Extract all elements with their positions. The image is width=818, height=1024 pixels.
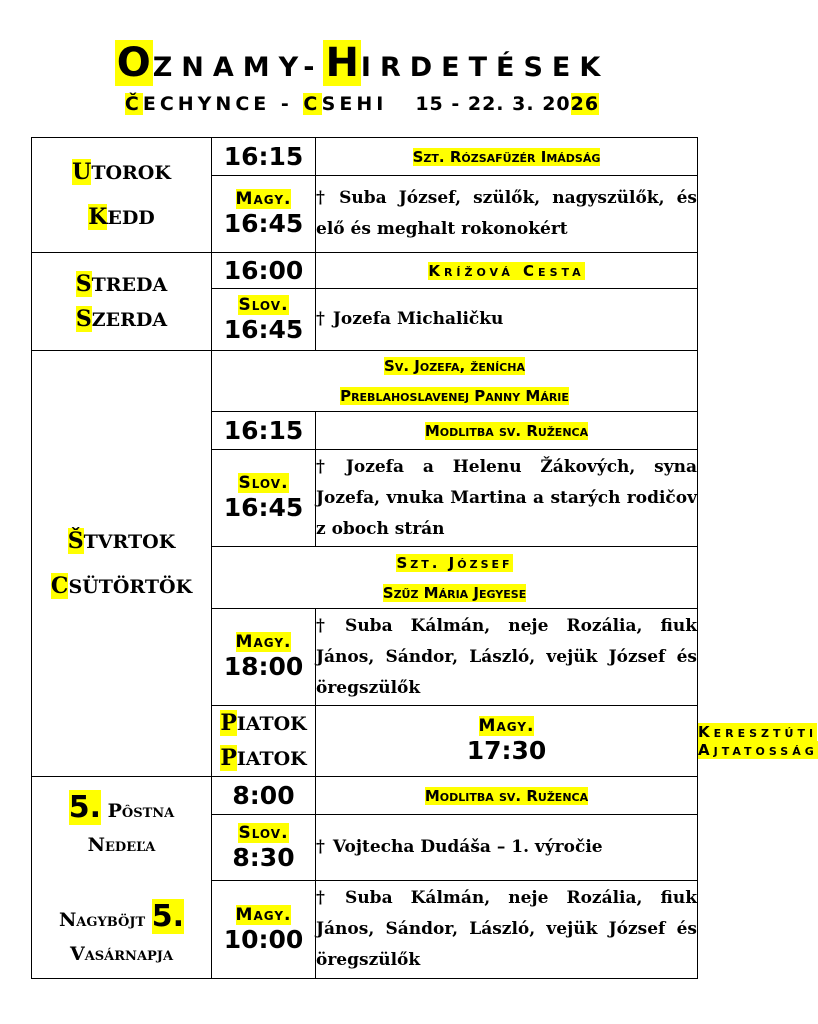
time: 16:45 xyxy=(223,493,304,522)
event-name: Krížová Cesta xyxy=(428,261,585,280)
intention-cell xyxy=(316,176,698,253)
day-initial: U xyxy=(72,159,92,185)
page-subtitle xyxy=(0,93,724,115)
event-name: Modlitba sv. Ruženca xyxy=(424,786,589,805)
date-tail: 26 xyxy=(570,93,600,115)
cross-icon: † xyxy=(316,615,338,636)
subtitle-part-2: SEHI xyxy=(321,93,388,115)
subtitle-initial-1: Č xyxy=(124,93,143,115)
language-label: Slov. xyxy=(238,473,289,493)
feast-title: Szt. József xyxy=(396,553,513,572)
title-part-2: IRDETÉSEK xyxy=(360,52,610,83)
day-wednesday xyxy=(32,253,212,351)
day-initial: C xyxy=(50,572,69,599)
day-name-hu: IATOK xyxy=(236,748,307,770)
sunday-number: 5. xyxy=(151,899,185,934)
time-cell xyxy=(212,777,316,815)
table-row xyxy=(32,253,698,289)
title-initial-h: H xyxy=(325,40,359,86)
event-cell xyxy=(316,138,698,176)
day-initial: P xyxy=(220,710,237,736)
day-name-hu: ZERDA xyxy=(91,308,168,331)
time-cell xyxy=(212,815,316,881)
sunday-number: 5. xyxy=(68,790,101,825)
cross-icon: † xyxy=(316,888,338,908)
event-cell xyxy=(316,412,698,450)
day-initial: K xyxy=(88,204,108,230)
time: 8:00 xyxy=(232,780,295,810)
day-initial: Š xyxy=(67,527,84,554)
intention-cell xyxy=(316,450,698,547)
intention-text: Jozefa a Helenu Žákových, syna Jozefa, vnuka Martina a starých rodičov z oboch strán xyxy=(316,456,697,539)
day-tuesday xyxy=(32,138,212,253)
cross-icon: † xyxy=(316,309,325,329)
event-name: Modlitba sv. Ruženca xyxy=(424,421,589,440)
day-friday xyxy=(212,706,316,777)
cross-icon: † xyxy=(316,837,325,857)
time-cell xyxy=(212,412,316,450)
cross-icon: † xyxy=(316,456,338,477)
day-name-hu: SÜTÖRTÖK xyxy=(68,575,193,598)
intention-cell xyxy=(316,289,698,351)
time-cell xyxy=(212,881,316,979)
intention-cell xyxy=(316,881,698,979)
intention-text: Suba Kálmán, neje Rozália, fiuk János, Sándor, László, vejük József és öregszülők xyxy=(316,615,698,698)
time: 16:45 xyxy=(223,314,304,344)
time: 16:45 xyxy=(223,209,304,238)
feast-cell xyxy=(212,351,698,412)
time-cell xyxy=(212,289,316,351)
time: 16:15 xyxy=(223,141,304,171)
feast-cell xyxy=(212,547,698,609)
time-cell xyxy=(212,253,316,289)
sunday-name-hu-1: Nagyböjt xyxy=(58,909,146,931)
language-label: Slov. xyxy=(238,822,289,843)
feast-subtitle: Preblahoslavenej Panny Márie xyxy=(340,387,569,405)
time: 18:00 xyxy=(223,652,304,681)
table-row xyxy=(32,777,698,815)
table-row xyxy=(32,138,698,176)
language-label: Magy. xyxy=(478,716,535,736)
time: 17:30 xyxy=(466,736,547,765)
time-cell xyxy=(212,138,316,176)
subtitle-part-1: ECHYNCE - xyxy=(142,93,304,115)
date-main: 15 - 22. 3. 20 xyxy=(415,93,571,115)
day-name-sk: IATOK xyxy=(236,713,307,735)
intention-cell xyxy=(316,609,698,706)
sunday-name-sk-1: Pôstna xyxy=(107,800,175,822)
day-name-hu: EDD xyxy=(107,207,155,229)
day-initial: S xyxy=(75,270,92,297)
title-initial-o: O xyxy=(116,40,151,86)
schedule-table xyxy=(31,137,818,979)
day-name-sk: TOROK xyxy=(91,162,171,184)
time: 8:30 xyxy=(232,842,295,872)
date-range xyxy=(415,93,599,115)
language-label: Slov. xyxy=(238,294,289,315)
intention-text: Jozefa Michaličku xyxy=(332,309,504,329)
day-sunday xyxy=(32,777,212,979)
event-name: Keresztúti Ajtatosság xyxy=(698,723,818,759)
language-label: Magy. xyxy=(235,904,292,925)
event-name: Szt. Rózsafüzér Imádság xyxy=(412,147,601,166)
intention-cell xyxy=(316,815,698,881)
language-label: Magy. xyxy=(235,189,292,209)
time: 16:15 xyxy=(223,415,304,445)
time: 10:00 xyxy=(223,924,304,954)
sunday-name-hu-2: Vasárnapja xyxy=(69,943,174,965)
day-initial: P xyxy=(220,745,237,771)
day-thursday xyxy=(32,351,212,777)
intention-text: Suba József, szülők, nagyszülők, és elő és meghalt rokonokért xyxy=(316,188,697,239)
intention-text: Vojtecha Dudáša – 1. výročie xyxy=(332,837,603,857)
day-name-sk: TREDA xyxy=(91,273,168,296)
table-row xyxy=(32,351,698,412)
time-cell xyxy=(316,706,698,777)
sunday-name-sk-2: Nedeľa xyxy=(87,834,156,856)
language-label: Magy. xyxy=(235,632,292,652)
day-name-sk: TVRTOK xyxy=(83,530,176,553)
event-cell xyxy=(316,777,698,815)
feast-title: Sv. Jozefa, ženícha xyxy=(384,357,525,375)
time-cell xyxy=(212,609,316,706)
page-title xyxy=(0,40,724,86)
event-cell xyxy=(316,253,698,289)
title-part-1: ZNAMY- xyxy=(152,52,324,83)
time-cell xyxy=(212,450,316,547)
intention-text: Suba Kálmán, neje Rozália, fiuk János, Sándor, László, vejük József és öregszülők xyxy=(316,888,698,970)
feast-subtitle: Szűz Mária Jegyese xyxy=(382,583,527,602)
subtitle-initial-2: C xyxy=(303,93,322,115)
cross-icon: † xyxy=(316,188,332,208)
time-cell xyxy=(212,176,316,253)
day-initial: S xyxy=(75,305,92,332)
time: 16:00 xyxy=(223,255,304,285)
